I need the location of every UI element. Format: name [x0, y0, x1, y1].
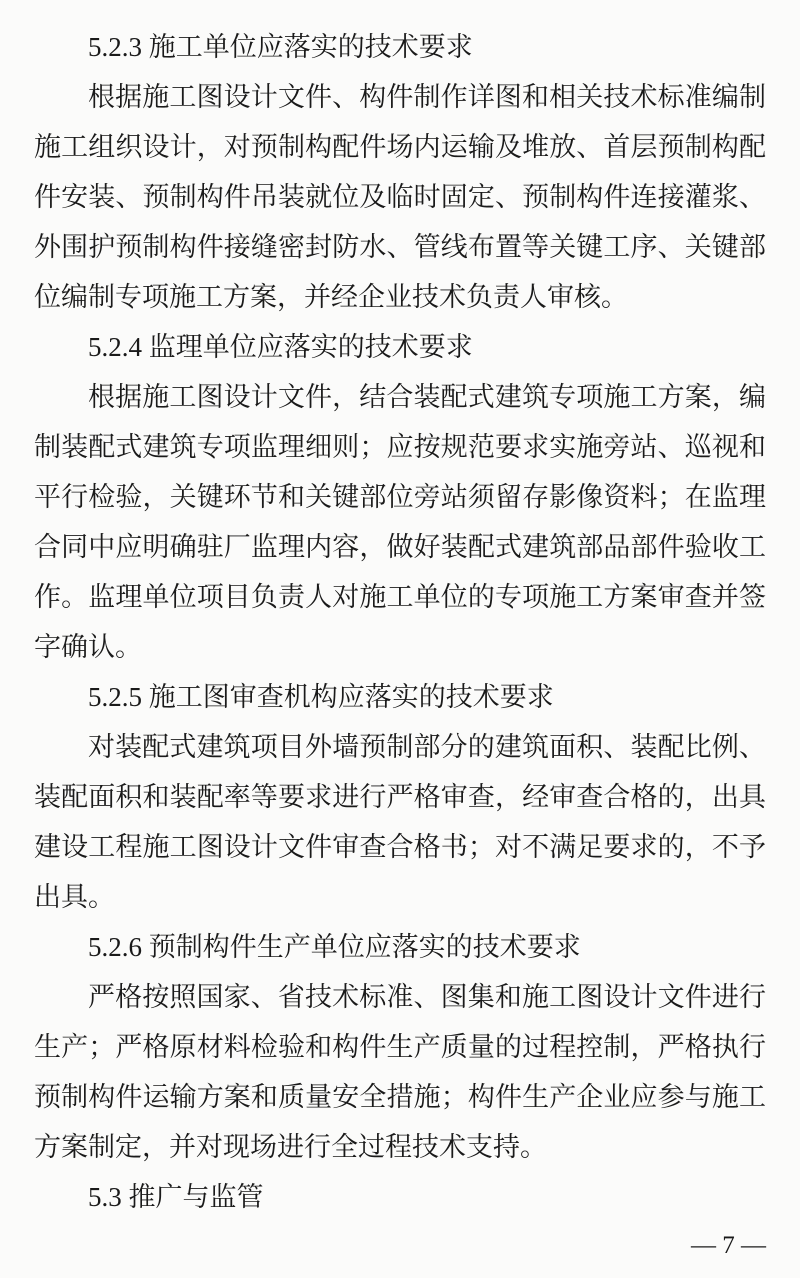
- section-heading-5-2-5: 5.2.5 施工图审查机构应落实的技术要求: [88, 682, 554, 712]
- page-footer: [691, 1228, 766, 1264]
- paragraph-drawing-review-agency: 对装配式建筑项目外墙预制部分的建筑面积、装配比例、装配面积和装配率等要求进行严格审查，经审查合格的，出具建设工程施工图设计文件审查合格书；对不满足要求的，不予出具。: [34, 732, 766, 912]
- paragraph-supervision-unit: 根据施工图设计文件，结合装配式建筑专项施工方案，编制装配式建筑专项监理细则；应按规范要求实施旁站、巡视和平行检验，关键环节和关键部位旁站须留存影像资料；在监理合同中应明确驻厂监理内容，做好装配式建筑部品部件验收工作。监理单位项目负责人对施工单位的专项施工方案审查并签字确认。: [34, 382, 766, 662]
- section-heading-5-2-6: 5.2.6 预制构件生产单位应落实的技术要求: [88, 932, 581, 962]
- text-column: [34, 22, 766, 1222]
- section-heading-5-3: 5.3 推广与监管: [88, 1182, 264, 1212]
- page-number: — 7 —: [691, 1232, 766, 1259]
- section-heading-5-2-3: 5.2.3 施工单位应落实的技术要求: [88, 32, 473, 62]
- paragraph-component-producer: 严格按照国家、省技术标准、图集和施工图设计文件进行生产；严格原材料检验和构件生产质量的过程控制，严格执行预制构件运输方案和质量安全措施；构件生产企业应参与施工方案制定，并对现场进行全过程技术支持。: [34, 982, 766, 1162]
- paragraph-construction-unit: 根据施工图设计文件、构件制作详图和相关技术标准编制施工组织设计，对预制构配件场内运输及堆放、首层预制构配件安装、预制构件吊装就位及临时固定、预制构件连接灌浆、外围护预制构件接缝密封防水、管线布置等关键工序、关键部位编制专项施工方案，并经企业技术负责人审核。: [34, 82, 766, 312]
- section-heading-5-2-4: 5.2.4 监理单位应落实的技术要求: [88, 332, 473, 362]
